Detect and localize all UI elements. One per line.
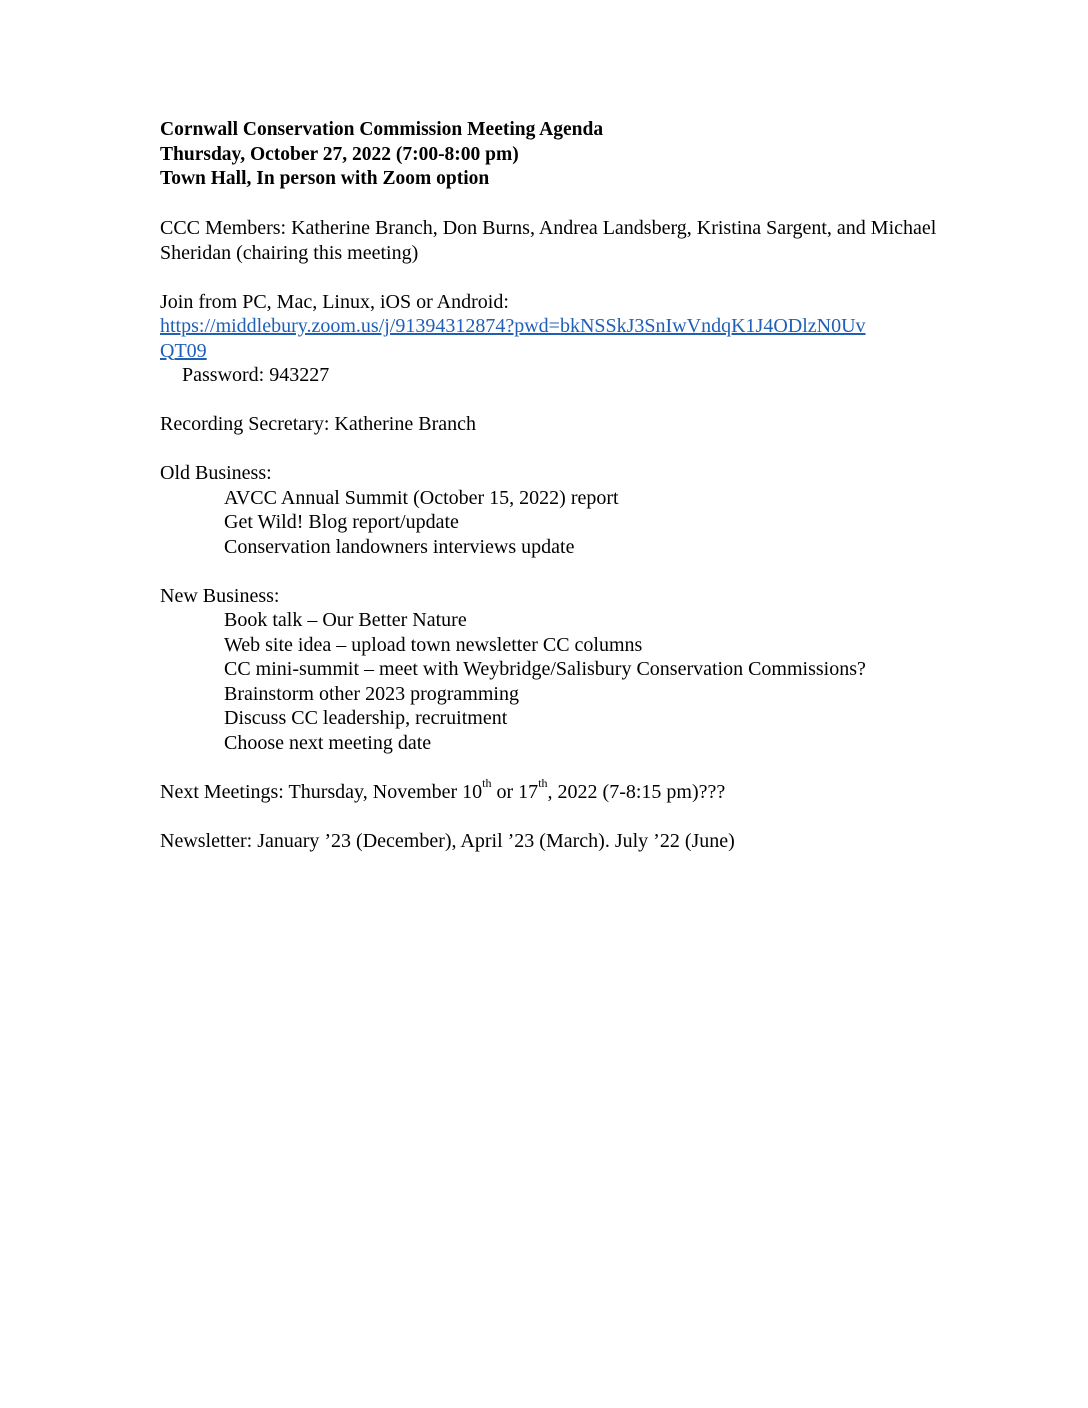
agenda-date: Thursday, October 27, 2022 (7:00-8:00 pm) bbox=[160, 143, 519, 165]
new-business-item: Discuss CC leadership, recruitment bbox=[224, 707, 508, 729]
agenda-content bbox=[160, 118, 940, 853]
zoom-intro: Join from PC, Mac, Linux, iOS or Android: bbox=[160, 290, 509, 313]
old-business-heading: Old Business: bbox=[160, 462, 272, 484]
old-business-item: AVCC Annual Summit (October 15, 2022) report bbox=[224, 486, 619, 509]
agenda-title: Cornwall Conservation Commission Meeting Agenda bbox=[160, 119, 604, 140]
next-meetings-part2: or 17 bbox=[491, 780, 539, 803]
zoom-link-line2: QT09 bbox=[160, 339, 207, 362]
zoom-link-line1: https://middlebury.zoom.us/j/91394312874?pwd=bkNSSkJ3SnIwVndqK1J4ODlzN0Uv bbox=[160, 315, 866, 337]
new-business-section bbox=[160, 584, 940, 756]
next-meetings bbox=[160, 775, 940, 805]
new-business-item: CC mini-summit – meet with Weybridge/Salisbury Conservation Commissions? bbox=[224, 658, 866, 680]
next-meetings-part1: Next Meetings: Thursday, November 10 bbox=[160, 780, 483, 803]
zoom-section bbox=[160, 290, 940, 388]
old-business-item: Conservation landowners interviews update bbox=[224, 535, 575, 558]
new-business-item: Web site idea – upload town newsletter CC columns bbox=[224, 633, 643, 656]
next-meetings-sup2: th bbox=[538, 775, 548, 790]
agenda-header bbox=[160, 118, 940, 192]
zoom-link[interactable] bbox=[160, 315, 866, 362]
new-business-heading: New Business: bbox=[160, 584, 280, 607]
new-business-item: Brainstorm other 2023 programming bbox=[224, 682, 519, 705]
newsletter-schedule: Newsletter: January ’23 (December), April ’23 (March). July ’22 (June) bbox=[160, 829, 735, 852]
zoom-password: Password: 943227 bbox=[182, 364, 330, 386]
new-business-item: Choose next meeting date bbox=[224, 731, 432, 754]
old-business-section bbox=[160, 461, 940, 559]
members-paragraph: CCC Members: Katherine Branch, Don Burns, Andrea Landsberg, Kristina Sargent, and Michael Sheridan (chairing this meeting) bbox=[160, 217, 937, 264]
recording-secretary: Recording Secretary: Katherine Branch bbox=[160, 413, 476, 435]
next-meetings-part3: , 2022 (7-8:15 pm)??? bbox=[547, 780, 726, 803]
zoom-link-wrapper bbox=[160, 314, 940, 363]
agenda-location: Town Hall, In person with Zoom option bbox=[160, 168, 490, 189]
next-meetings-sup1: th bbox=[482, 775, 492, 790]
old-business-item: Get Wild! Blog report/update bbox=[224, 511, 459, 533]
new-business-item: Book talk – Our Better Nature bbox=[224, 609, 467, 631]
